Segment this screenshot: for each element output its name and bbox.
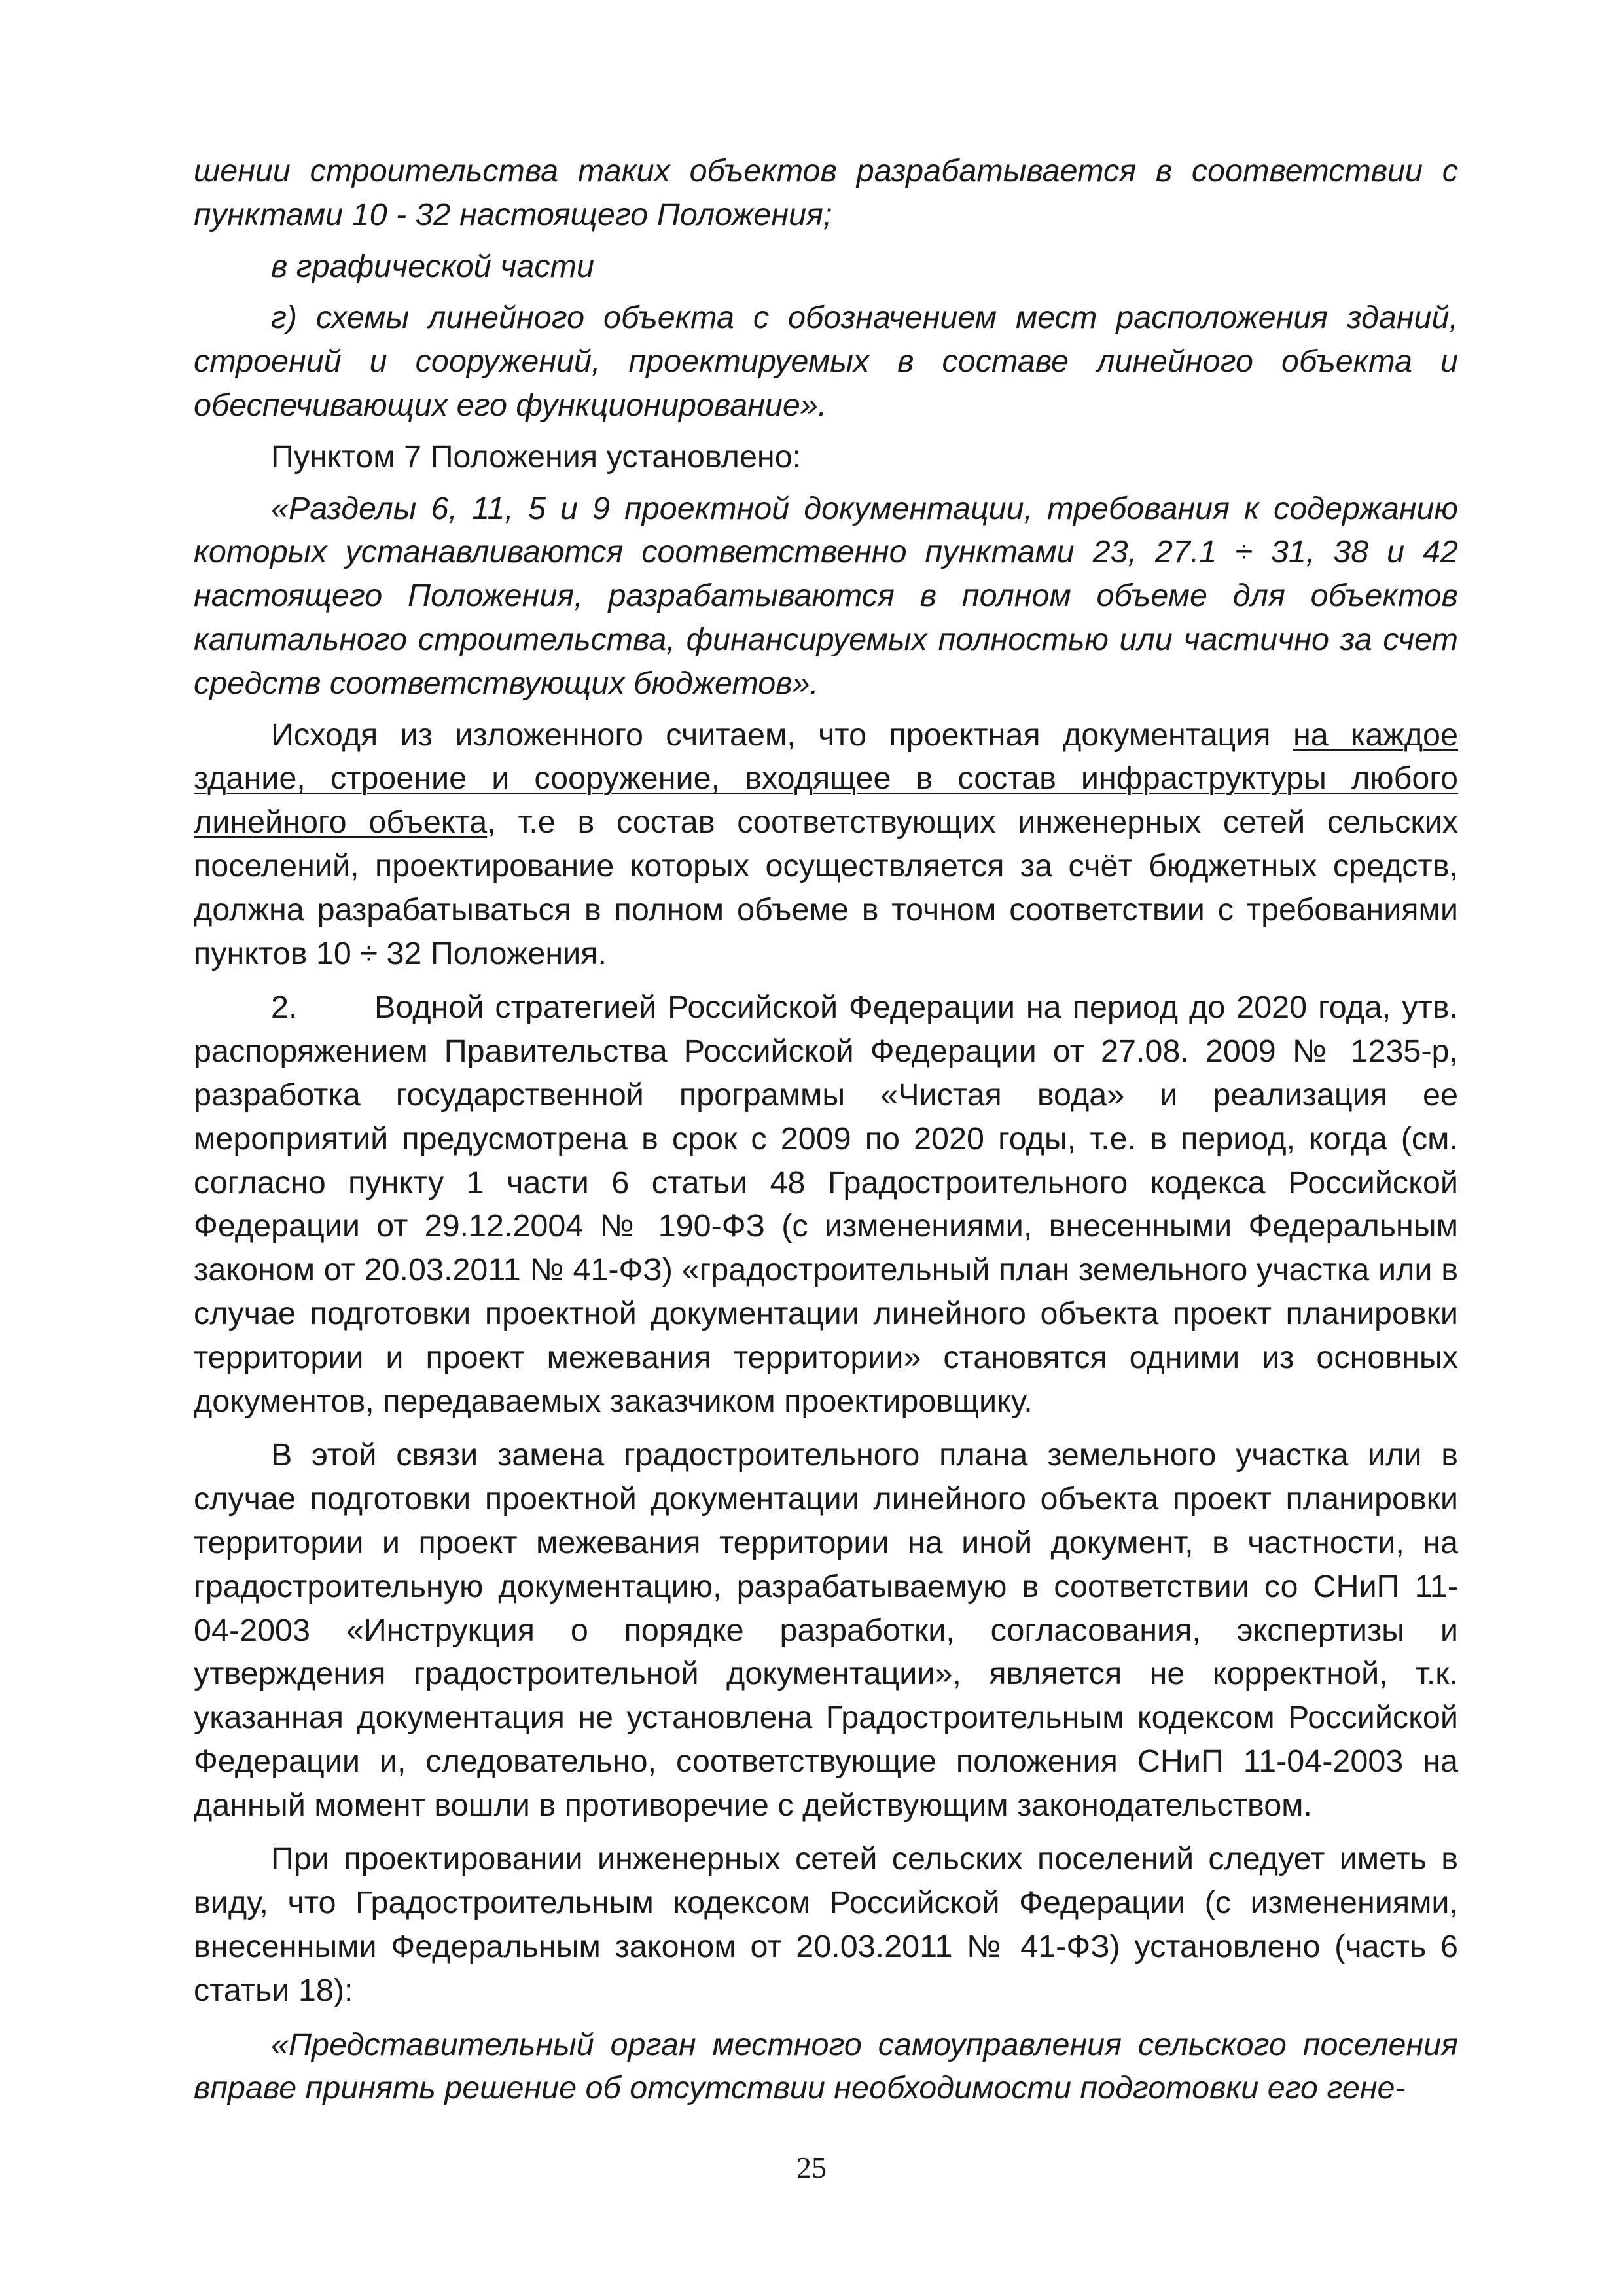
paragraph-point-7: Пунктом 7 Положения установлено: — [271, 439, 802, 475]
paragraph-item-g: г) схемы линейного объекта с обозначением мест расположения зданий, строений и сооружений, проектируемых в составе линейного объекта и обеспечивающих его функционирование». — [194, 300, 1458, 423]
conclusion-text-end: , т.е в состав соответствующих инженерных сетей сельских поселений, проектирование которых осуществляется за счёт бюджетных средств, должна разрабатываться в полном объеме в точном соответствии с требованиями пунктов 10 ÷ 32 Положения. — [194, 804, 1458, 971]
paragraph-graphic-part: в графической части — [271, 248, 594, 284]
paragraph-continuation: шении строительства таких объектов разрабатывается в соответствии с пунктами 10 - 32 настоящего Положения; — [194, 153, 1458, 232]
paragraph-design-note: При проектировании инженерных сетей сельских поселений следует иметь в виду, что Градостроительным кодексом Российской Федерации (с изменениями, внесенными Федеральным законом от 20.03.2011 № 41-ФЗ) установлено (часть 6 статьи 18): — [194, 1841, 1458, 2008]
item-number: 2. — [271, 990, 298, 1026]
document-body — [194, 149, 1458, 2110]
conclusion-text-start: Исходя из изложенного считаем, что проектная документация — [271, 717, 1293, 753]
paragraph-replacement: В этой связи замена градостроительного плана земельного участка или в случае подготовки проектной документации линейного объекта проект планировки территории и проект межевания территории на иной документ, в частности, на градостроительную документацию, разрабатываемую в соответствии со СНиП 11-04-2003 «Инструкция о порядке разработки, согласования, экспертизы и утверждения градостроительной документации», является не корректной, т.к. указанная документация не установлена Градостроительным кодексом Российской Федерации и, следовательно, соответствующие положения СНиП 11-04-2003 на данный момент вошли в противоречие с действующим законодательством. — [194, 1437, 1458, 1823]
paragraph-quote-sections: «Разделы 6, 11, 5 и 9 проектной документации, требования к содержанию которых устанавливаются соответственно пунктами 23, 27.1 ÷ 31, 38 и 42 настоящего Положения, разрабатываются в полном объеме для объектов капитального строительства, финансируемых полностью или частично за счет средств соответствующих бюджетов». — [194, 490, 1458, 701]
paragraph-quote-representative: «Представительный орган местного самоуправления сельского поселения вправе принять решение об отсутствии необходимости подготовки его гене- — [194, 2026, 1458, 2106]
item-2-text: Водной стратегией Российской Федерации на период до 2020 года, утв. распоряжением Правительства Российской Федерации от 27.08. 2009 № 1235-р, разработка государственной программы «Чистая вода» и реализация ее мероприятий предусмотрена в срок с 2009 по 2020 годы, т.е. в период, когда (см. согласно пункту 1 части 6 статьи 48 Градостроительного кодекса Российской Федерации от 29.12.2004 № 190-ФЗ (с изменениями, внесенными Федеральным законом от 20.03.2011 № 41-ФЗ) «градостроительный план земельного участка или в случае подготовки проектной документации линейного объекта проект планировки территории и проект межевания территории» становятся одними из основных документов, передаваемых заказчиком проектировщику. — [194, 990, 1458, 1419]
conclusion-underlined-text: на каждое здание, строение и сооружение, входящее в состав инфраструктуры любого линейного объекта — [194, 717, 1458, 840]
page-number: 25 — [796, 2151, 827, 2184]
paragraph-conclusion — [194, 713, 1458, 976]
paragraph-item-2 — [194, 986, 1458, 1423]
